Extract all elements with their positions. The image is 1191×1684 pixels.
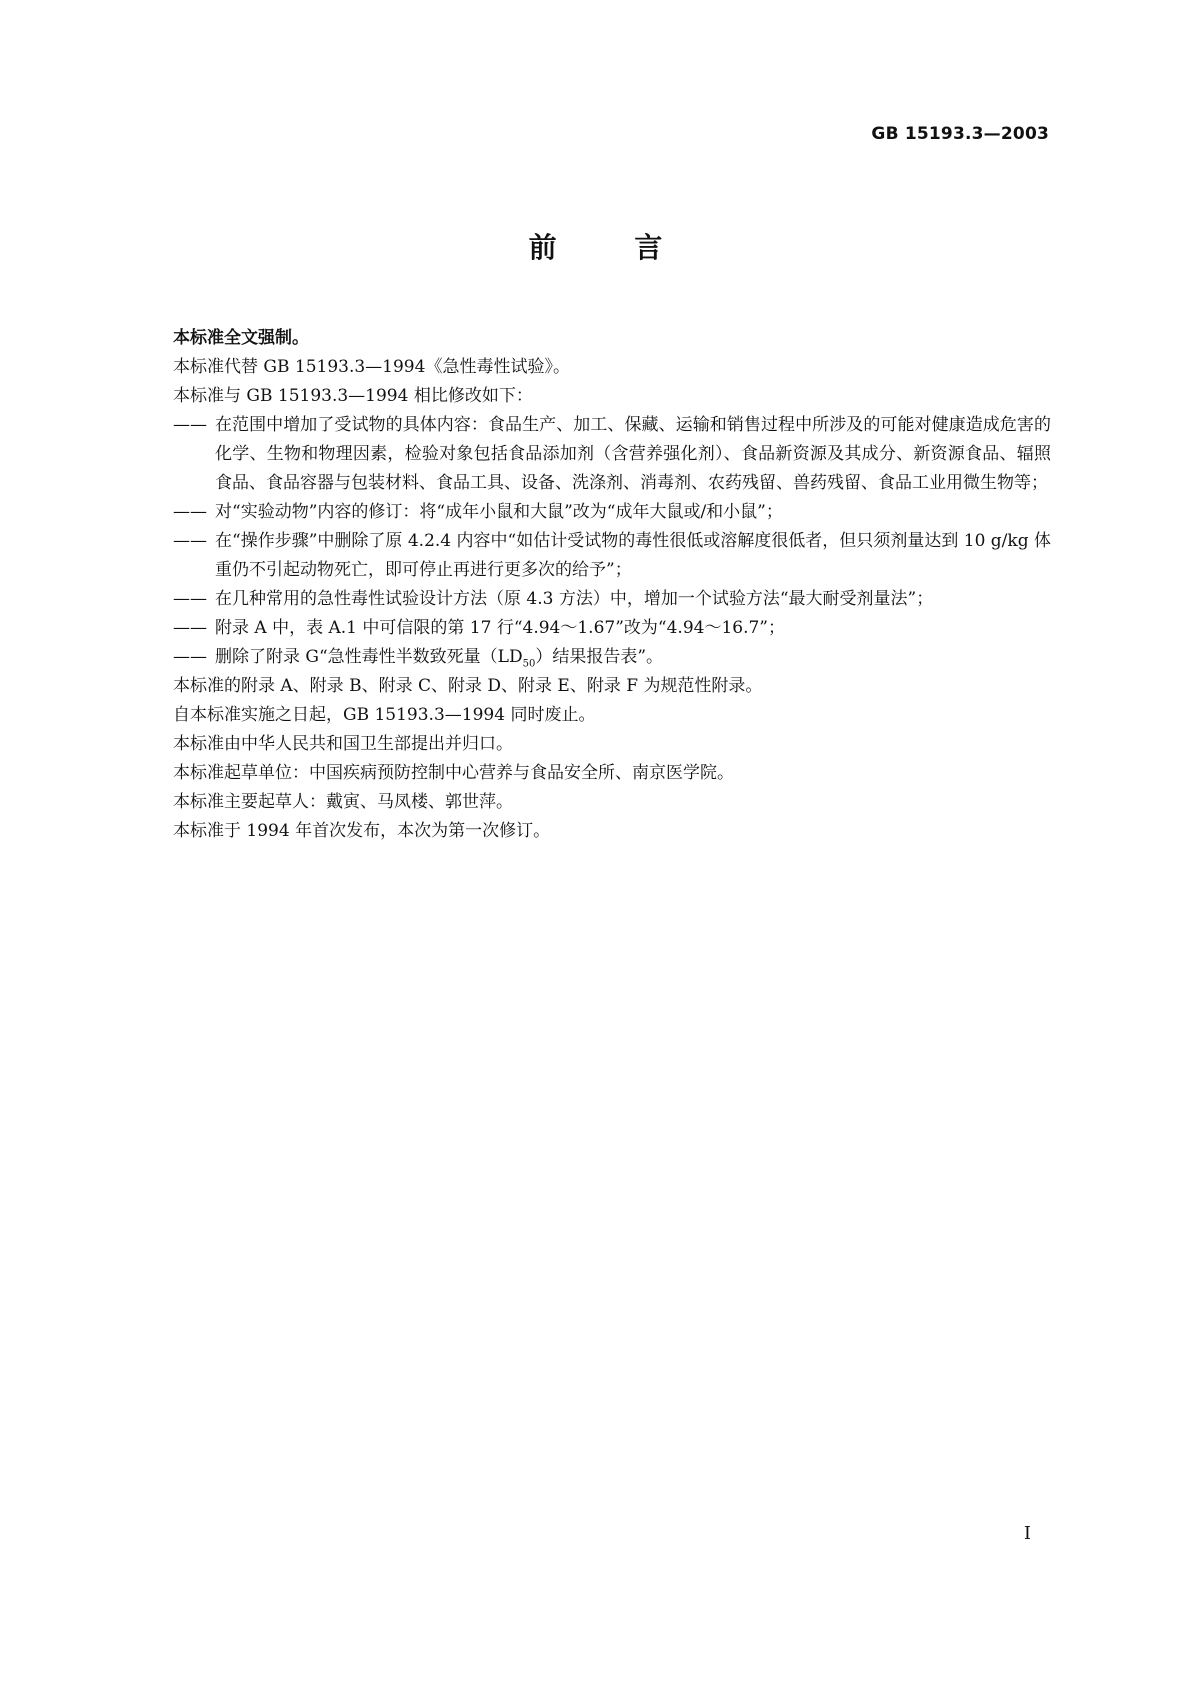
change-item [173,527,1051,585]
change-item [173,411,1051,498]
replacement-statement: 本标准代替 GB 15193.3—1994《急性毒性试验》。 [173,357,570,377]
changes-intro: 本标准与 GB 15193.3—1994 相比修改如下： [173,386,533,406]
dash-marker: —— [173,618,207,638]
drafting-unit-statement: 本标准起草单位：中国疾病预防控制中心营养与食品安全所、南京医学院。 [173,763,734,783]
document-body [173,324,1051,846]
mandatory-statement: 本标准全文强制。 [173,328,309,348]
change-text: 附录 A 中，表 A.1 中可信限的第 17 行“4.94～1.67”改为“4.94～16.7”； [215,618,785,638]
change-text: 在范围中增加了受试物的具体内容：食品生产、加工、保藏、运输和销售过程中所涉及的可能对健康造成危害的化学、生物和物理因素，检验对象包括食品添加剂（含营养强化剂）、食品新资源及其成分、新资源食品、辐照食品、食品容器与包装材料、食品工具、设备、洗涤剂、消毒剂、农药残留、兽药残留、食品工业用微生物等； [215,415,1051,493]
ld-subscript: 50 [522,658,536,670]
dash-marker: —— [173,502,207,522]
change-text-pre: 删除了附录 G“急性毒性半数致死量（LD [215,647,523,667]
annex-statement: 本标准的附录 A、附录 B、附录 C、附录 D、附录 E、附录 F 为规范性附录。 [173,676,763,696]
dash-marker: —— [173,589,207,609]
abolish-statement: 自本标准实施之日起，GB 15193.3—1994 同时废止。 [173,705,596,725]
change-item [173,643,1051,672]
change-text: 对“实验动物”内容的修订：将“成年小鼠和大鼠”改为“成年大鼠或/和小鼠”； [215,502,783,522]
page-title: 前 言 [528,231,697,264]
change-text: 在“操作步骤”中删除了原 4.2.4 内容中“如估计受试物的毒性很低或溶解度很低者，但只须剂量达到 10 g/kg 体重仍不引起动物死亡，即可停止再进行更多次的给予”； [215,531,1051,580]
dash-marker: —— [173,415,207,435]
drafters-statement: 本标准主要起草人：戴寅、马凤楼、郭世萍。 [173,792,513,812]
change-item [173,614,1051,643]
change-item [173,585,1051,614]
standard-code: GB 15193.3—2003 [871,124,1049,144]
dash-marker: —— [173,647,207,667]
page-number: I [1023,1523,1031,1544]
change-text-post: ）结果报告表”。 [535,647,664,667]
history-statement: 本标准于 1994 年首次发布，本次为第一次修订。 [173,821,551,841]
change-text [215,643,1051,672]
change-text: 在几种常用的急性毒性试验设计方法（原 4.3 方法）中，增加一个试验方法“最大耐受剂量法”； [215,589,934,609]
dash-marker: —— [173,531,207,551]
change-item [173,498,1051,527]
proposer-statement: 本标准由中华人民共和国卫生部提出并归口。 [173,734,513,754]
